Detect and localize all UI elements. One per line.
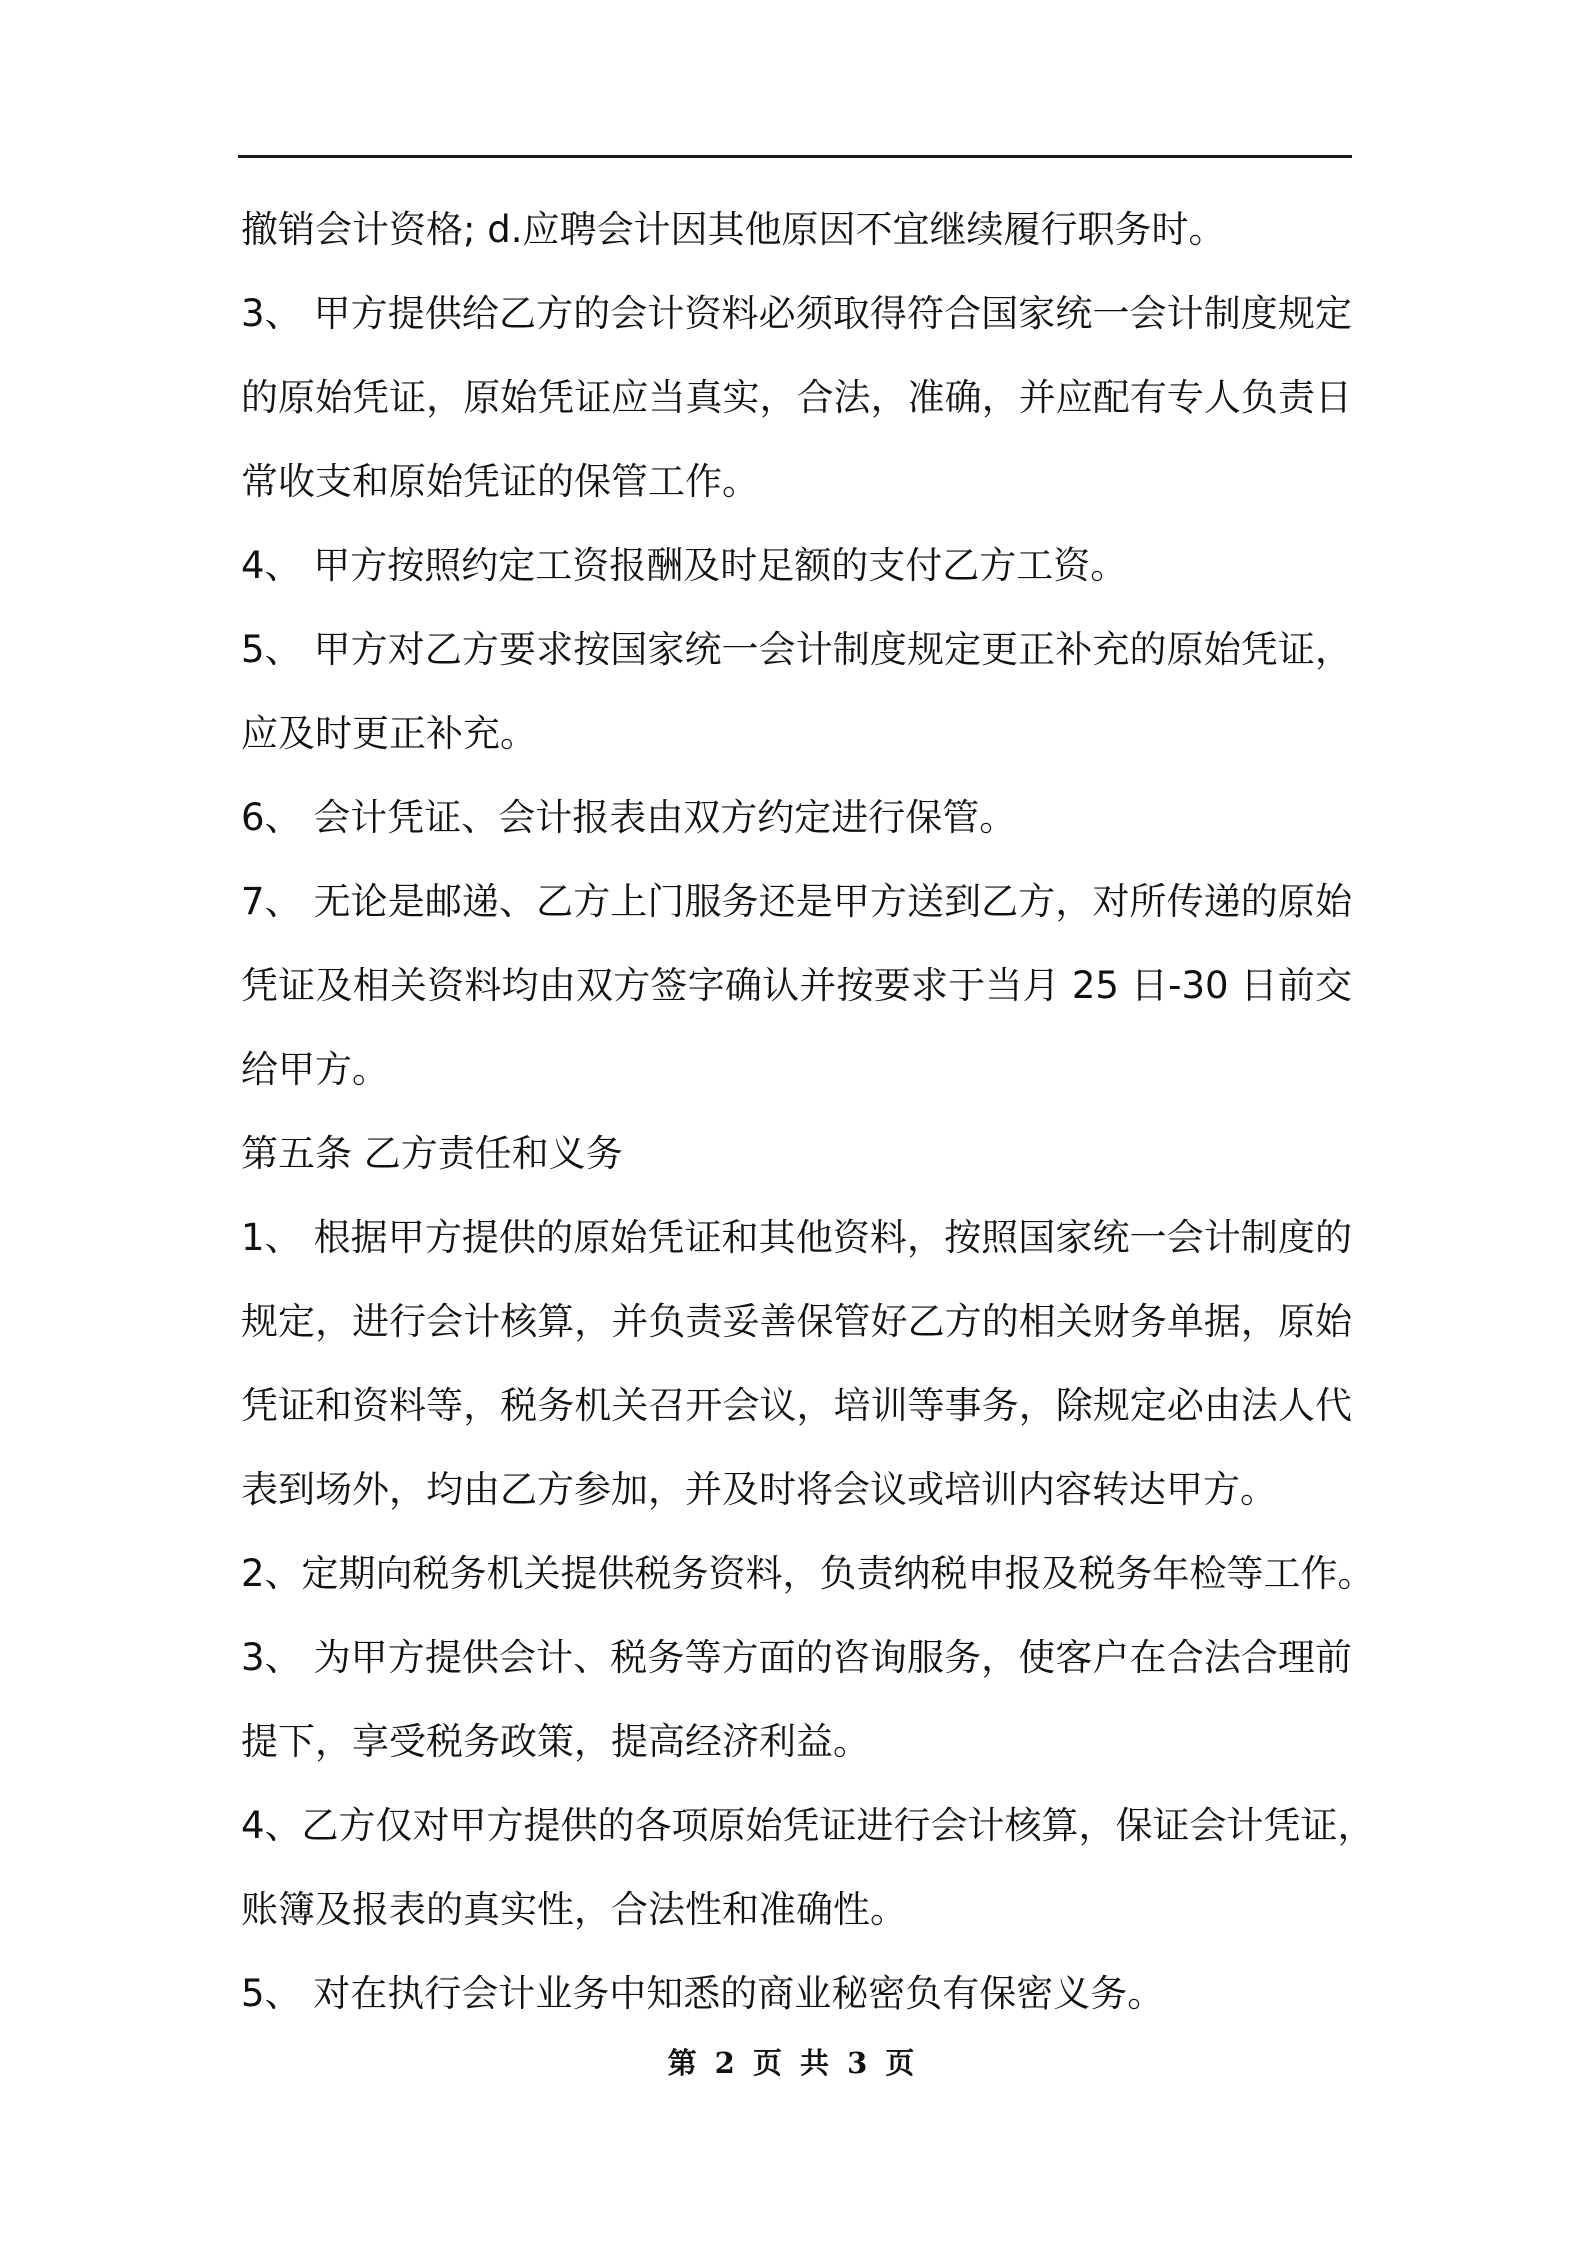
- text-line: 凭证和资料等，税务机关召开会议，培训等事务，除规定必由法人代: [241, 1384, 1352, 1427]
- text-line: 提下，享受税务政策，提高经济利益。: [241, 1720, 870, 1763]
- text-line: 1、 根据甲方提供的原始凭证和其他资料，按照国家统一会计制度的: [241, 1216, 1352, 1259]
- text-line: 2、定期向税务机关提供税务资料，负责纳税申报及税务年检等工作。: [241, 1552, 1375, 1595]
- text-line: 给甲方。: [241, 1048, 389, 1091]
- text-line: 常收支和原始凭证的保管工作。: [241, 460, 759, 503]
- text-line: 5、 对在执行会计业务中知悉的商业秘密负有保密义务。: [241, 1972, 1165, 2015]
- text-line: 撤销会计资格; d.应聘会计因其他原因不宜继续履行职务时。: [241, 208, 1226, 251]
- text-line: 4、 甲方按照约定工资报酬及时足额的支付乙方工资。: [241, 544, 1128, 587]
- text-line: 6、 会计凭证、会计报表由双方约定进行保管。: [241, 796, 1017, 839]
- text-line: 3、 为甲方提供会计、税务等方面的咨询服务，使客户在合法合理前: [241, 1636, 1352, 1679]
- text-line: 凭证及相关资料均由双方签字确认并按要求于当月 25 日-30 日前交: [241, 964, 1352, 1007]
- page-number-footer: 第 2 页 共 3 页: [667, 2046, 919, 2080]
- text-line: 账簿及报表的真实性，合法性和准确性。: [241, 1888, 907, 1931]
- text-line: 表到场外，均由乙方参加，并及时将会议或培训内容转达甲方。: [241, 1468, 1277, 1511]
- text-line: 5、 甲方对乙方要求按国家统一会计制度规定更正补充的原始凭证，: [241, 628, 1352, 671]
- text-line: 应及时更正补充。: [241, 712, 537, 755]
- section-heading: 第五条 乙方责任和义务: [241, 1132, 623, 1175]
- document-body: [241, 188, 1375, 2036]
- text-line: 7、 无论是邮递、乙方上门服务还是甲方送到乙方，对所传递的原始: [241, 880, 1352, 923]
- text-line: 4、乙方仅对甲方提供的各项原始凭证进行会计核算，保证会计凭证，: [241, 1804, 1375, 1847]
- header-rule: [238, 155, 1352, 158]
- text-line: 3、 甲方提供给乙方的会计资料必须取得符合国家统一会计制度规定: [241, 292, 1352, 335]
- text-line: 的原始凭证，原始凭证应当真实，合法，准确，并应配有专人负责日: [241, 376, 1352, 419]
- text-line: 规定，进行会计核算，并负责妥善保管好乙方的相关财务单据，原始: [241, 1300, 1352, 1343]
